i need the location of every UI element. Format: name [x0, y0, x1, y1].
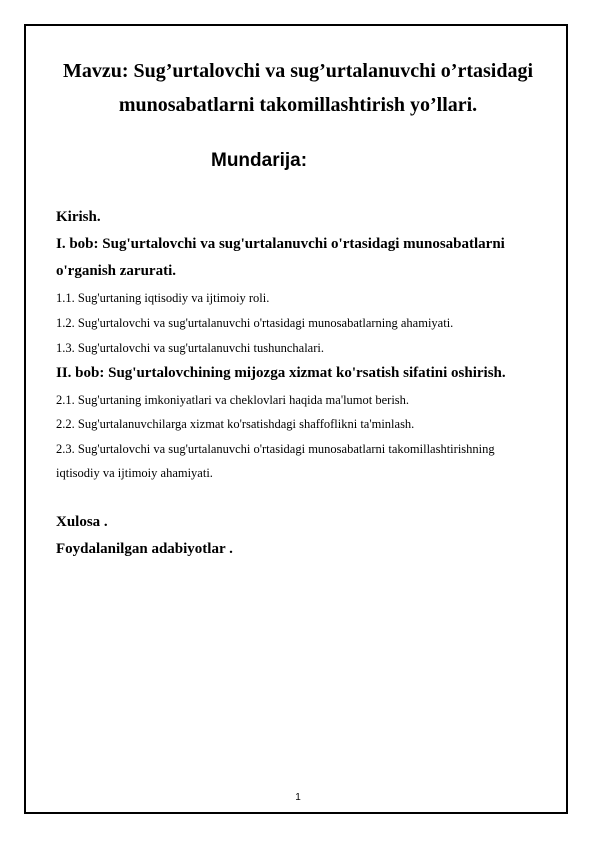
- toc-entry-1-2: 1.2. Sug'urtalovchi va sug'urtalanuvchi o'rtasidagi munosabatlarning ahamiyati.: [56, 316, 454, 330]
- toc-entry-conclusion: Xulosa .: [56, 514, 108, 530]
- toc-entry-references: Foydalanilgan adabiyotlar .: [56, 541, 233, 557]
- page-number: 1: [295, 792, 301, 803]
- toc-heading: Mundarija:: [211, 150, 308, 171]
- toc-entry-2-3-cont: iqtisodiy va ijtimoiy ahamiyati.: [56, 466, 213, 480]
- toc-entry-chapter-1-cont: o'rganish zarurati.: [56, 263, 176, 279]
- toc-entry-2-1: 2.1. Sug'urtaning imkoniyatlari va cheklovlari haqida ma'lumot berish.: [56, 393, 410, 407]
- toc-entry-chapter-1: I. bob: Sug'urtalovchi va sug'urtalanuvchi o'rtasidagi munosabatlarni: [56, 236, 505, 252]
- toc-entry-1-1: 1.1. Sug'urtaning iqtisodiy va ijtimoiy roli.: [56, 291, 270, 305]
- document-title: [30, 54, 566, 122]
- toc-entry-chapter-2: II. bob: Sug'urtalovchining mijozga xizmat ko'rsatish sifatini oshirish.: [56, 365, 506, 381]
- toc-entry-1-3: 1.3. Sug'urtalovchi va sug'urtalanuvchi tushunchalari.: [56, 341, 324, 355]
- toc-entry-2-3: 2.3. Sug'urtalovchi va sug'urtalanuvchi o'rtasidagi munosabatlarni takomillashtirishning: [56, 442, 495, 456]
- title-line-1: Mavzu: Sug’urtalovchi va sug’urtalanuvchi o’rtasidagi: [62, 60, 534, 82]
- toc-entry-introduction: Kirish.: [56, 209, 101, 225]
- title-line-2: munosabatlarni takomillashtirish yo’llari.: [118, 94, 478, 116]
- toc-entry-2-2: 2.2. Sug'urtalanuvchilarga xizmat ko'rsatishdagi shaffoflikni ta'minlash.: [56, 417, 415, 431]
